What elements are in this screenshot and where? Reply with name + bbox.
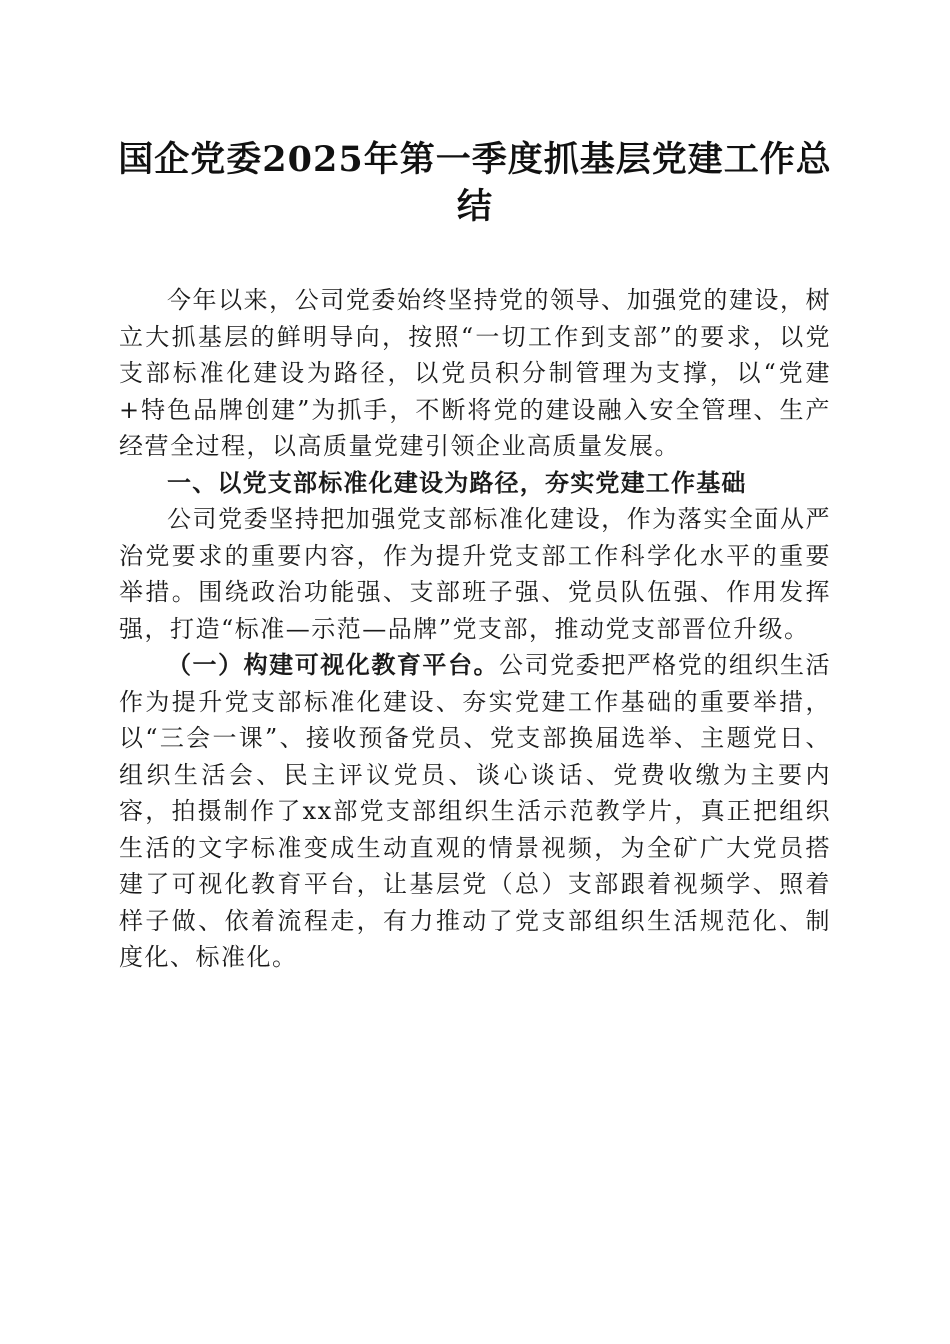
section-1-paragraph: 公司党委坚持把加强党支部标准化建设，作为落实全面从严治党要求的重要内容，作为提升党支部工作科学化水平的重要举措。围绕政治功能强、支部班子强、党员队伍强、作用发挥强，打造“标准—示范—品牌”党支部，推动党支部晋位升级。 xyxy=(119,505,831,643)
document-body xyxy=(119,282,831,976)
section-1-heading: 一、以党支部标准化建设为路径，夯实党建工作基础 xyxy=(167,468,747,497)
document-title: 国企党委2025年第一季度抓基层党建工作总结 xyxy=(118,139,832,227)
section-1-item-1 xyxy=(119,647,831,976)
item-1-lead: （一）构建可视化教育平台。 xyxy=(167,650,500,679)
item-1-text: 公司党委把严格党的组织生活作为提升党支部标准化建设、夯实党建工作基础的重要举措，以“三会一课”、接收预备党员、党支部换届选举、主题党日、组织生活会、民主评议党员、谈心谈话、党费收缴为主要内容，拍摄制作了xx部党支部组织生活示范教学片，真正把组织生活的文字标准变成生动直观的情景视频，为全矿广大党员搭建了可视化教育平台，让基层党（总）支部跟着视频学、照着样子做、依着流程走，有力推动了党支部组织生活规范化、制度化、标准化。 xyxy=(119,651,832,971)
intro-paragraph: 今年以来，公司党委始终坚持党的领导、加强党的建设，树立大抓基层的鲜明导向，按照“一切工作到支部”的要求，以党支部标准化建设为路径，以党员积分制管理为支撑，以“党建+特色品牌创建”为抓手，不断将党的建设融入安全管理、生产经营全过程，以高质量党建引领企业高质量发展。 xyxy=(119,286,831,460)
